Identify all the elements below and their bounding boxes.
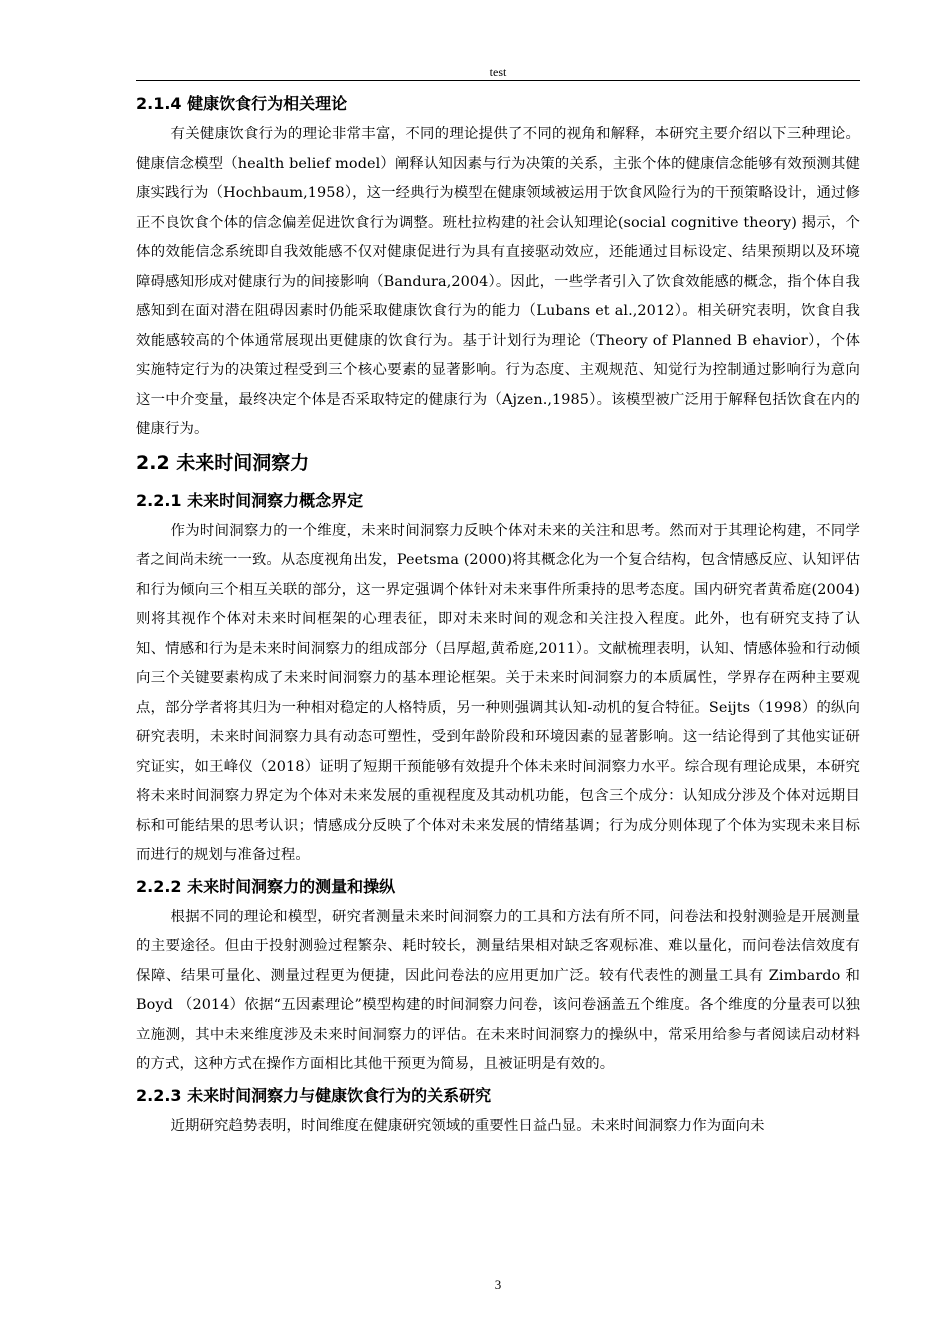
page-body bbox=[136, 88, 860, 1141]
paragraph-2-2-2: 根据不同的理论和模型，研究者测量未来时间洞察力的工具和方法有所不同，问卷法和投射测验是开展测量的主要途径。但由于投射测验过程繁杂、耗时较长，测量结果相对缺乏客观标准、难以量化，而问卷法信效度有保障、结果可量化、测量过程更为便捷，因此问卷法的应用更加广泛。较有代表性的测量工具有 Zimbardo 和 Boyd （2014）依据“五因素理论”模型构建的时间洞察力问卷，该问卷涵盖五个维度。各个维度的分量表可以独立施测，其中未来维度涉及未来时间洞察力的评估。在未来时间洞察力的操纵中，常采用给参与者阅读启动材料的方式，这种方式在操作方面相比其他干预更为简易，且被证明是有效的。 bbox=[136, 908, 860, 1072]
paragraph-2-2-1: 作为时间洞察力的一个维度，未来时间洞察力反映个体对未来的关注和思考。然而对于其理论构建，不同学者之间尚未统一一致。从态度视角出发，Peetsma (2000)将其概念化为一个复合结构，包含情感反应、认知评估和行为倾向三个相互关联的部分，这一界定强调个体针对未来事件所秉持的思考态度。国内研究者黄希庭(2004) 则将其视作个体对未来时间框架的心理表征，即对未来时间的观念和关注投入程度。此外，也有研究支持了认知、情感和行为是未来时间洞察力的组成部分（吕厚超,黄希庭,2011）。文献梳理表明，认知、情感体验和行动倾向三个关键要素构成了未来时间洞察力的基本理论框架。关于未来时间洞察力的本质属性，学界存在两种主要观点，部分学者将其归为一种相对稳定的人格特质，另一种则强调其认知-动机的复合特征。Seijts（1998）的纵向研究表明，未来时间洞察力具有动态可塑性，受到年龄阶段和环境因素的显著影响。这一结论得到了其他实证研究证实，如王峰仪（2018）证明了短期干预能够有效提升个体未来时间洞察力水平。综合现有理论成果，本研究将未来时间洞察力界定为个体对未来发展的重视程度及其动机功能，包含三个成分：认知成分涉及个体对远期目标和可能结果的思考认识；情感成分反映了个体对未来发展的情绪基调；行为成分则体现了个体为实现未来目标而进行的规划与准备过程。 bbox=[136, 522, 860, 863]
page-number: 3 bbox=[494, 1277, 502, 1292]
heading-2-1-4: 2.1.4 健康饮食行为相关理论 bbox=[136, 94, 348, 113]
heading-2-2-2: 2.2.2 未来时间洞察力的测量和操纵 bbox=[136, 876, 396, 896]
header-rule bbox=[136, 80, 860, 81]
heading-2-2: 2.2 未来时间洞察力 bbox=[136, 451, 310, 474]
running-header: test bbox=[489, 65, 507, 79]
heading-2-2-3: 2.2.3 未来时间洞察力与健康饮食行为的关系研究 bbox=[136, 1085, 492, 1105]
heading-2-2-1: 2.2.1 未来时间洞察力概念界定 bbox=[136, 490, 364, 510]
paragraph-2-2-3: 近期研究趋势表明，时间维度在健康研究领域的重要性日益凸显。未来时间洞察力作为面向未 bbox=[170, 1117, 765, 1134]
paragraph-2-1-4: 有关健康饮食行为的理论非常丰富，不同的理论提供了不同的视角和解释，本研究主要介绍以下三种理论。健康信念模型（health belief model）阐释认知因素与行为决策的关系，主张个体的健康信念能够有效预测其健康实践行为（Hochbaum,1958），这一经典行为模型在健康领域被运用于饮食风险行为的干预策略设计，通过修正不良饮食个体的信念偏差促进饮食行为调整。班杜拉构建的社会认知理论(social cognitive theory) 揭示，个体的效能信念系统即自我效能感不仅对健康促进行为具有直接驱动效应，还能通过目标设定、结果预期以及环境障碍感知形成对健康行为的间接影响（Bandura,2004）。因此，一些学者引入了饮食效能感的概念，指个体自我感知到在面对潜在阻碍因素时仍能采取健康饮食行为的能力（Lubans et al.,2012）。相关研究表明，饮食自我效能感较高的个体通常展现出更健康的饮食行为。基于计划行为理论（Theory of Planned B ehavior），个体实施特定行为的决策过程受到三个核心要素的显著影响。行为态度、主观规范、知觉行为控制通过影响行为意向这一中介变量，最终决定个体是否采取特定的健康行为（Ajzen.,1985）。该模型被广泛用于解释包括饮食在内的健康行为。 bbox=[136, 126, 860, 437]
